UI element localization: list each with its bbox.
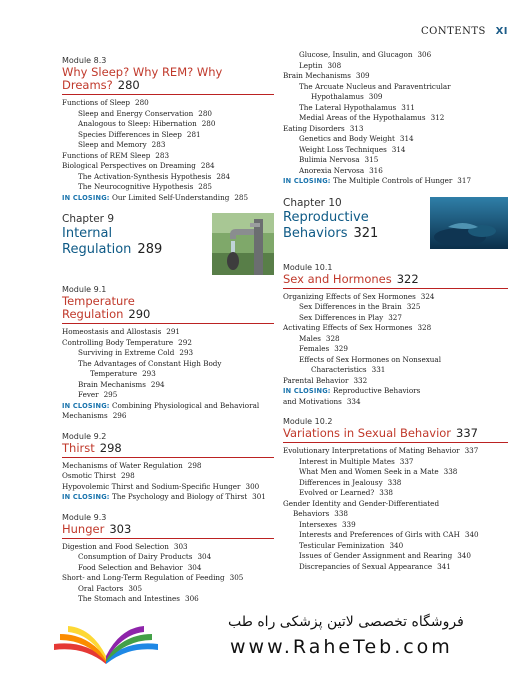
toc-entry[interactable]: Testicular Feminization 340: [299, 540, 404, 550]
toc-entry[interactable]: Short- and Long-Term Regulation of Feeding 305: [62, 573, 244, 582]
module-label: Module 8.3: [62, 56, 107, 65]
toc-entry[interactable]: What Men and Women Seek in a Mate 338: [299, 467, 458, 476]
toc-entry[interactable]: Genetics and Body Weight 314: [299, 134, 414, 143]
in-closing-entry[interactable]: IN CLOSING: The Multiple Controls of Hunger 317: [283, 176, 472, 185]
toc-entry[interactable]: The Neurocognitive Hypothesis 285: [78, 182, 212, 191]
in-closing-entry[interactable]: IN CLOSING: Combining Physiological and Behavioral: [62, 400, 260, 410]
toc-entry[interactable]: Brain Mechanisms 309: [283, 71, 370, 80]
toc-entry[interactable]: Intersexes 339: [299, 519, 356, 529]
module-title[interactable]: Hunger 303: [62, 521, 132, 536]
toc-entry[interactable]: Interests and Preferences of Girls with CAH 340: [299, 530, 479, 539]
toc-entry[interactable]: Mechanisms of Water Regulation 298: [62, 460, 202, 470]
chapter-title-cont[interactable]: Regulation 289: [62, 242, 163, 257]
module-title-cont[interactable]: Regulation 290: [62, 307, 151, 321]
toc-entry[interactable]: Weight Loss Techniques 314: [299, 144, 406, 154]
toc-entry-cont[interactable]: Temperature 293: [90, 369, 156, 378]
page-header: [421, 26, 508, 37]
toc-entry[interactable]: Males 328: [299, 333, 340, 343]
chapter-9-block: [62, 213, 274, 275]
right-column: [283, 50, 508, 572]
in-closing-entry[interactable]: IN CLOSING: The Psychology and Biology of Thirst 301: [62, 492, 266, 501]
module-title-cont[interactable]: Dreams? 280: [62, 78, 140, 92]
module-rule: [62, 538, 274, 539]
toc-entry[interactable]: Organizing Effects of Sex Hormones 324: [283, 291, 435, 301]
toc-entry[interactable]: Controlling Body Temperature 292: [62, 337, 192, 347]
module-rule: [62, 457, 274, 458]
toc-entry[interactable]: Gender Identity and Gender-Differentiated: [283, 498, 440, 508]
toc-entry[interactable]: Issues of Gender Assignment and Rearing 340: [299, 551, 471, 560]
toc-entry[interactable]: Activating Effects of Sex Hormones 328: [283, 323, 432, 332]
header-title: CONTENTS: [421, 26, 486, 37]
toc-entry[interactable]: Homeostasis and Allostasis 291: [62, 327, 180, 336]
toc-entry[interactable]: Surviving in Extreme Cold 293: [78, 348, 194, 357]
toc-entry[interactable]: Oral Factors 305: [78, 583, 143, 593]
toc-entry[interactable]: Sex Differences in the Brain 325: [299, 302, 421, 311]
toc-entry[interactable]: Parental Behavior 332: [283, 375, 368, 385]
chapter-title[interactable]: Internal: [62, 226, 113, 241]
toc-entry[interactable]: Sleep and Energy Conservation 280: [78, 108, 212, 118]
toc-entry[interactable]: Females 329: [299, 344, 348, 353]
toc-entry[interactable]: Species Differences in Sleep 281: [78, 129, 201, 139]
toc-entry[interactable]: Functions of Sleep 280: [62, 98, 149, 107]
toc-entry[interactable]: Fever 295: [78, 390, 118, 399]
module-label: Module 9.1: [62, 285, 107, 294]
header-page-number: XI: [495, 26, 508, 37]
toc-entry[interactable]: Osmotic Thirst 298: [62, 471, 135, 480]
module-rule: [62, 94, 274, 95]
toc-entry[interactable]: Eating Disorders 313: [283, 123, 364, 133]
toc-entry[interactable]: Anorexia Nervosa 316: [299, 165, 383, 175]
in-closing-entry-cont[interactable]: Mechanisms 296: [62, 411, 127, 420]
module-title[interactable]: Thirst 298: [62, 440, 122, 455]
toc-entry[interactable]: Functions of REM Sleep 283: [62, 150, 170, 160]
toc-entry[interactable]: Sex Differences in Play 327: [299, 312, 402, 322]
watermark-footer: [0, 610, 526, 674]
toc-entry[interactable]: Evolved or Learned? 338: [299, 488, 393, 497]
module-label: Module 10.2: [283, 417, 333, 426]
promo-text: فروشگاه تخصصی لاتین پزشکی راه طب: [228, 614, 464, 630]
module-title[interactable]: Sex and Hormones 322: [283, 271, 419, 286]
toc-entry[interactable]: Biological Perspectives on Dreaming 284: [62, 161, 215, 170]
chapter-title[interactable]: Reproductive: [283, 209, 369, 225]
toc-entry[interactable]: Food Selection and Behavior 304: [78, 562, 202, 572]
toc-entry[interactable]: The Arcuate Nucleus and Paraventricular: [299, 81, 451, 91]
module-title[interactable]: Variations in Sexual Behavior 337: [283, 426, 478, 440]
module-rule: [62, 323, 274, 324]
chapter-label: Chapter 9: [62, 213, 114, 225]
toc-entry[interactable]: Brain Mechanisms 294: [78, 379, 165, 389]
site-url[interactable]: www.RaheTeb.com: [230, 636, 453, 658]
in-closing-entry[interactable]: IN CLOSING: Our Limited Self-Understanding 285: [62, 192, 249, 202]
toc-entry[interactable]: Differences in Jealousy 338: [299, 477, 402, 487]
toc-entry[interactable]: Bulimia Nervosa 315: [299, 155, 379, 164]
toc-entry[interactable]: Glucose, Insulin, and Glucagon 306: [299, 50, 432, 59]
toc-entry[interactable]: The Stomach and Intestines 306: [78, 594, 199, 603]
chapter-10-block: [283, 197, 508, 253]
module-label: Module 10.1: [283, 262, 333, 272]
toc-entry[interactable]: Evolutionary Interpretations of Mating Behavior 337: [283, 446, 479, 455]
chapter-label: Chapter 10: [283, 196, 342, 209]
chapter-title-cont[interactable]: Behaviors 321: [283, 225, 379, 241]
toc-entry[interactable]: Sleep and Memory 283: [78, 140, 166, 149]
toc-entry[interactable]: Interest in Multiple Mates 337: [299, 456, 414, 466]
in-closing-entry[interactable]: IN CLOSING: Reproductive Behaviors: [283, 386, 421, 395]
toc-entry[interactable]: Digestion and Food Selection 303: [62, 541, 188, 551]
toc-entry[interactable]: Medial Areas of the Hypothalamus 312: [299, 113, 445, 122]
module-title[interactable]: Temperature: [62, 294, 135, 308]
module-label: Module 9.2: [62, 431, 107, 441]
toc-entry[interactable]: Analogous to Sleep: Hibernation 280: [78, 119, 216, 128]
toc-entry[interactable]: Hypovolemic Thirst and Sodium-Specific Hunger 300: [62, 481, 260, 491]
toc-entry-cont[interactable]: Characteristics 331: [311, 365, 386, 374]
left-column: [62, 50, 274, 605]
module-title[interactable]: Why Sleep? Why REM? Why: [62, 65, 223, 79]
in-closing-entry-cont[interactable]: and Motivations 334: [283, 396, 361, 406]
toc-entry[interactable]: The Lateral Hypothalamus 311: [299, 102, 415, 112]
faucet-photo: [212, 213, 274, 275]
module-label: Module 9.3: [62, 512, 107, 522]
toc-entry-cont[interactable]: Behaviors 338: [293, 509, 348, 518]
toc-entry[interactable]: The Advantages of Constant High Body: [78, 358, 222, 368]
module-rule: [283, 442, 508, 443]
underwater-photo: [430, 197, 508, 249]
module-rule: [283, 288, 508, 289]
toc-entry[interactable]: Consumption of Dairy Products 304: [78, 552, 212, 561]
toc-entry[interactable]: The Activation-Synthesis Hypothesis 284: [78, 171, 231, 181]
book-logo-icon: [46, 620, 166, 668]
toc-entry[interactable]: Effects of Sex Hormones on Nonsexual: [299, 354, 442, 364]
toc-entry[interactable]: Leptin 308: [299, 60, 342, 70]
toc-entry[interactable]: Discrepancies of Sexual Appearance 341: [299, 561, 451, 571]
toc-entry-cont[interactable]: Hypothalamus 309: [311, 92, 383, 101]
